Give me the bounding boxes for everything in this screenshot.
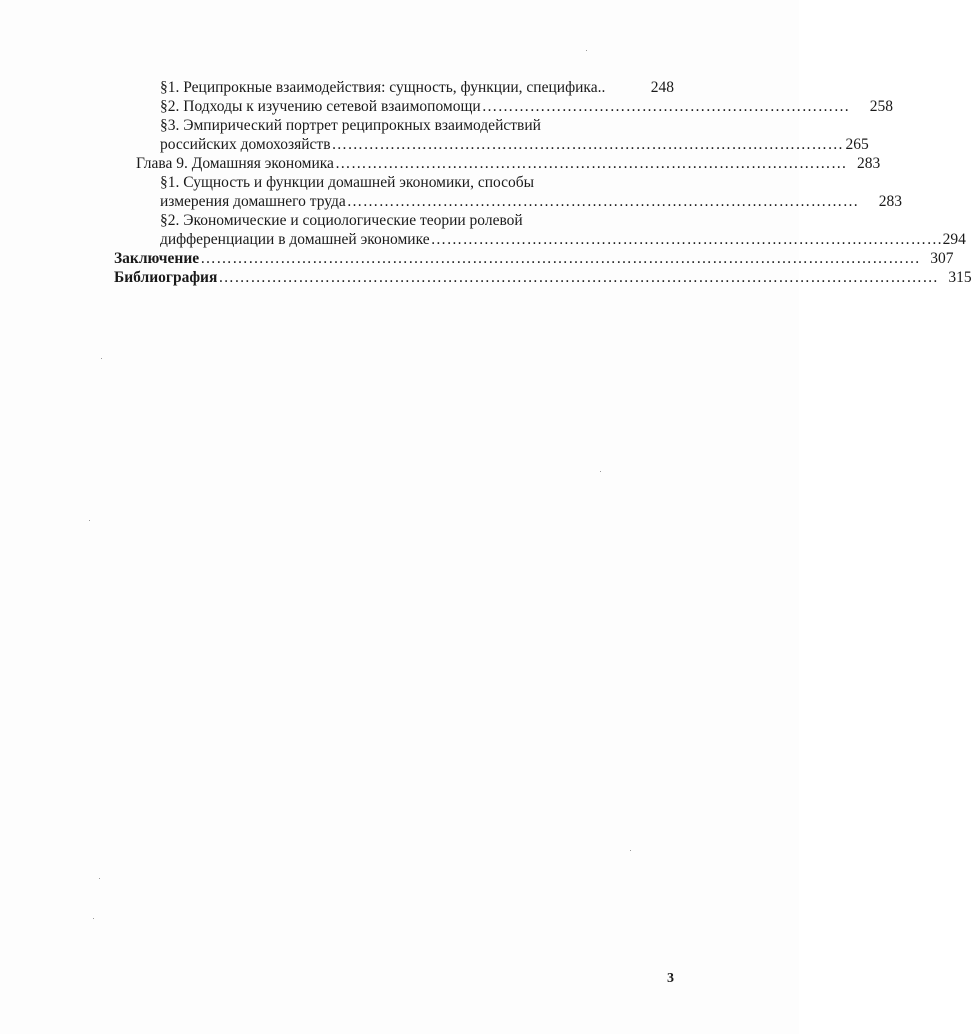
toc-entry-page: 265 — [845, 136, 869, 153]
toc-entry-title: §3. Эмпирический портрет реципрокных взаимодействий — [160, 117, 541, 134]
toc-entry-page: 294 — [942, 231, 966, 248]
toc-leader: ……………………………………………………………………………………………………………………… — [200, 250, 921, 267]
scan-speck — [99, 878, 100, 879]
toc-entry-page: 248 — [650, 79, 674, 96]
toc-leader: …………………………………………………………………………………… — [346, 193, 859, 210]
scan-speck — [93, 918, 94, 919]
scan-speck — [586, 50, 587, 51]
toc-entry-section-1-measurement — [160, 192, 903, 211]
toc-entry-title: измерения домашнего труда — [160, 193, 346, 210]
toc-entry-title: §1. Сущность и функции домашней экономики, способы — [160, 174, 535, 191]
toc-entry-page: 283 — [878, 193, 903, 210]
toc-entry-conclusion — [114, 249, 954, 268]
toc-entry-page: 315 — [948, 269, 972, 286]
toc-entry-title: Заключение — [114, 250, 200, 267]
toc-entry-title: дифференциации в домашней экономике — [160, 231, 430, 248]
toc-entry-page: 283 — [856, 155, 881, 172]
scan-speck — [101, 358, 102, 359]
page-number: 3 — [667, 971, 674, 986]
toc-entry-page: 307 — [930, 250, 954, 267]
toc-leader: ……………………………………………………………………………………………………………………… — [218, 269, 939, 286]
toc-entry-page: 258 — [869, 98, 893, 115]
toc-entry-section-2-theories — [160, 211, 674, 230]
toc-entry-section-1-home-economy — [160, 173, 674, 192]
toc-leader: …………………………………………………………………………………… — [331, 136, 844, 153]
toc-entry-title: §2. Экономические и социологические теории ролевой — [160, 212, 523, 229]
toc-entry-title: §1. Реципрокные взаимодействия: сущность, функции, специфика.. — [160, 79, 606, 96]
toc-entry-title: Библиография — [114, 269, 218, 286]
toc-leader: …………………………………………………………… — [481, 98, 850, 115]
toc-entry-section-1-reciprocal — [160, 78, 674, 97]
scan-speck — [600, 471, 601, 472]
toc-entry-section-2-approaches — [160, 97, 893, 116]
toc-entry-title: §2. Подходы к изучению сетевой взаимопомощи — [160, 98, 481, 115]
toc-entry-section-3-portrait — [160, 116, 674, 135]
toc-entry-bibliography — [114, 268, 972, 287]
toc-entry-section-2-differentiation — [160, 230, 966, 249]
scan-speck — [89, 520, 90, 521]
toc-entry-chapter-9 — [136, 154, 881, 173]
toc-entry-title: Глава 9. Домашняя экономика — [136, 155, 334, 172]
toc-entry-section-3-households — [160, 135, 869, 154]
toc-leader: …………………………………………………………………………………… — [430, 231, 943, 248]
toc-leader: …………………………………………………………………………………… — [334, 155, 847, 172]
toc-entry-title: российских домохозяйств — [160, 136, 331, 153]
scan-speck — [630, 850, 631, 851]
